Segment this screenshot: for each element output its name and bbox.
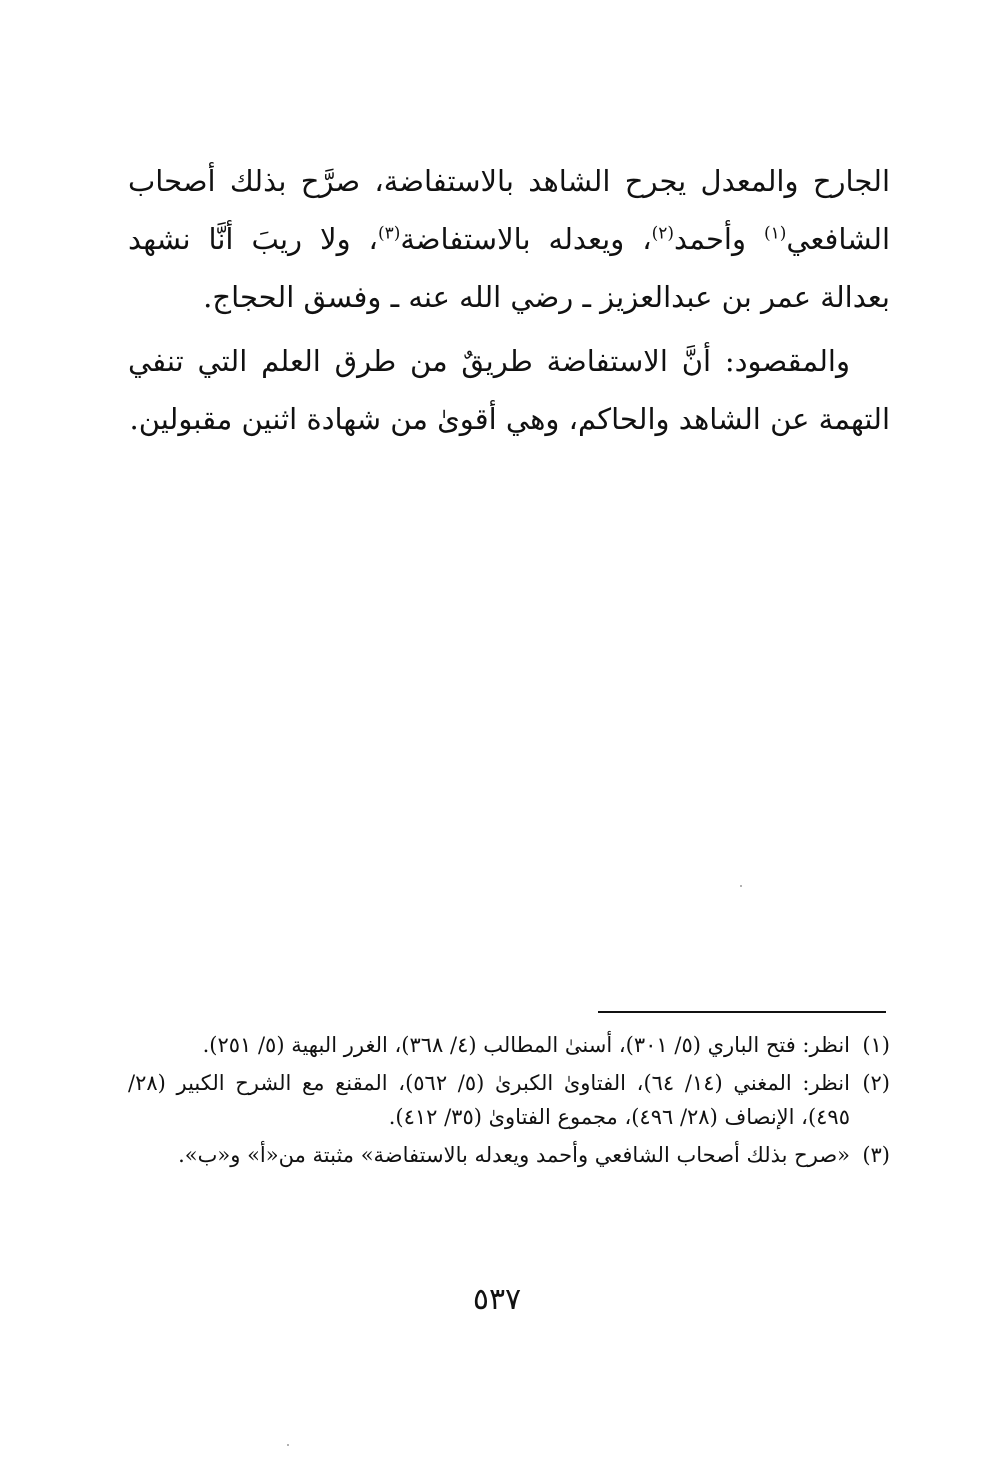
footnotes bbox=[128, 1028, 890, 1176]
footnote-text: «صرح بذلك أصحاب الشافعي وأحمد ويعدله بالاستفاضة» مثبتة من«أ» و«ب». bbox=[178, 1143, 850, 1167]
page-number: ٥٣٧ bbox=[472, 1282, 522, 1317]
footnote-ref-3: (٣) bbox=[377, 223, 401, 244]
footnote-ref-2: (٢) bbox=[651, 223, 674, 244]
footnote-1 bbox=[128, 1028, 890, 1062]
main-text bbox=[128, 152, 890, 448]
footnote-number: (٢) bbox=[862, 1071, 890, 1095]
paragraph-1-part-a: الجارح والمعدل يجرح الشاهد بالاستفاضة، صرَّح بذلك أصحاب الشافعي bbox=[128, 164, 891, 256]
footnote-2 bbox=[128, 1066, 890, 1134]
footnote-number: (١) bbox=[862, 1033, 890, 1057]
footnote-3 bbox=[128, 1138, 890, 1172]
footnote-number: (٣) bbox=[862, 1143, 890, 1167]
paragraph-1-part-c: ، ويعدله بالاستفاضة bbox=[400, 222, 652, 256]
paragraph-1-part-b: وأحمد bbox=[673, 222, 764, 256]
scan-speck bbox=[287, 1444, 289, 1446]
paragraph-2: والمقصود: أنَّ الاستفاضة طريقٌ من طرق العلم التي تنفي التهمة عن الشاهد والحاكم، وهي أقوىٰ من شهادة اثنين مقبولين. bbox=[128, 344, 890, 436]
footnote-text: انظر: فتح الباري (٥/ ٣٠١)، أسنىٰ المطالب (٤/ ٣٦٨)، الغرر البهية (٥/ ٢٥١). bbox=[202, 1033, 850, 1057]
footnote-text: انظر: المغني (١٤/ ٦٤)، الفتاوىٰ الكبرىٰ (٥/ ٥٦٢)، المقنع مع الشرح الكبير (٢٨/ ٤٩٥)، الإنصاف (٢٨/ ٤٩٦)، مجموع الفتاوىٰ (٣٥/ ٤١٢). bbox=[128, 1071, 850, 1129]
paragraph-1-part-d: ، ولا ريبَ أنَّا نشهد بعدالة عمر بن عبدالعزيز ـ رضي الله عنه ـ وفسق الحجاج. bbox=[128, 222, 890, 314]
footnote-separator bbox=[598, 1011, 886, 1013]
footnote-ref-1: (١) bbox=[763, 223, 787, 244]
scan-speck bbox=[740, 885, 742, 887]
paragraph-1 bbox=[128, 152, 890, 326]
